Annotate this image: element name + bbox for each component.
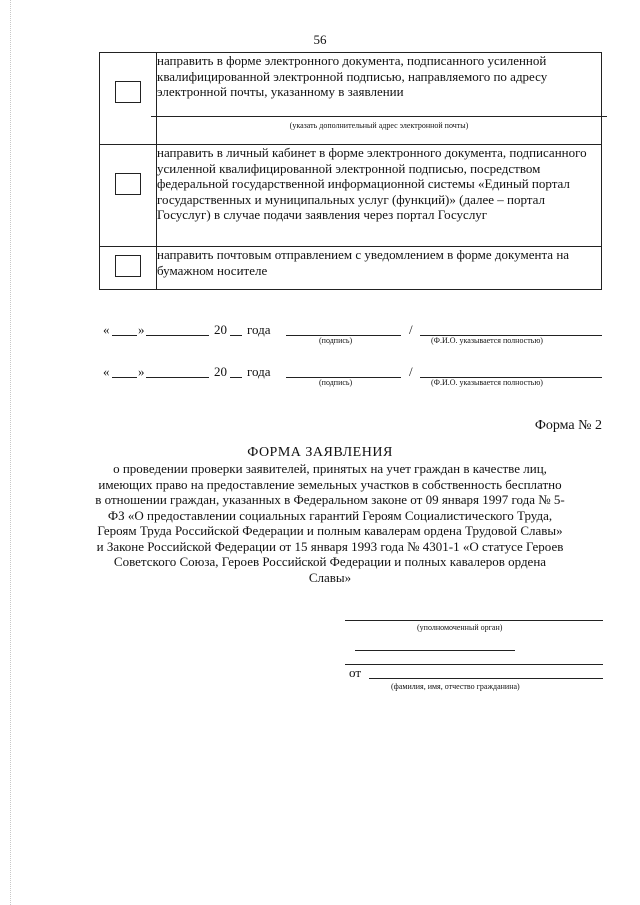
form-title: ФОРМА ЗАЯВЛЕНИЯ: [247, 445, 393, 460]
signature-field[interactable]: [286, 364, 401, 378]
month-field[interactable]: [146, 322, 209, 336]
authority-extra-line-2[interactable]: [345, 650, 603, 665]
date-quote-close: »: [138, 364, 145, 379]
day-field[interactable]: [112, 322, 137, 336]
form-number: Форма № 2: [534, 418, 602, 433]
authority-field[interactable]: [345, 606, 603, 621]
full-name-field[interactable]: [420, 322, 602, 336]
full-name-field[interactable]: [420, 364, 602, 378]
signature-caption: (подпись): [319, 336, 353, 345]
option-checkbox[interactable]: [115, 81, 141, 103]
signature-row-2: [103, 364, 603, 394]
authority-extra-line[interactable]: [355, 636, 515, 651]
from-label: от: [349, 665, 362, 680]
full-name-caption: (Ф.И.О. указывается полностью): [431, 378, 543, 387]
option-text: направить в форме электронного документа, подписанного усиленной квалифицированной электронной подписью, направляемого по адресу электронной почты, указанному в заявлении: [157, 53, 548, 99]
email-address-caption: (указать дополнительный адрес электронной почты): [151, 116, 607, 137]
signature-caption: (подпись): [319, 378, 353, 387]
option-row: [100, 145, 602, 247]
year-suffix: года: [247, 322, 271, 337]
option-text: направить в личный кабинет в форме электронного документа, подписанного усиленной квалифицированной электронной подписью, посредством федеральной государственной информационной системы «Единый портал государственных и муниципальных услуг (функций)» (далее – портал Госуслуг) в случае подачи заявления через портал Госуслуг: [157, 145, 587, 222]
date-quote-close: »: [138, 322, 145, 337]
applicant-name-caption: (фамилия, имя, отчество гражданина): [391, 682, 520, 691]
email-address-field[interactable]: [157, 100, 601, 116]
option-row: [100, 53, 602, 145]
date-quote-open: «: [103, 322, 110, 337]
year-prefix: 20: [214, 322, 227, 337]
day-field[interactable]: [112, 364, 137, 378]
date-quote-open: «: [103, 364, 110, 379]
option-checkbox[interactable]: [115, 173, 141, 195]
form-subtitle: о проведении проверки заявителей, принятых на учет граждан в качестве лиц, имеющих право на предоставление земельных участков в собственность бесплатно в отношении граждан, указанных в Федеральном законе от 09 января 1997 года № 5-ФЗ «О предоставлении социальных гарантий Героям Социалистического Труда, Героям Труда Российской Федерации и полным кавалерам ордена Трудовой Славы» и Законе Российской Федерации от 15 января 1993 года № 4301-1 «О статусе Героев Советского Союза, Героев Российской Федерации и полных кавалеров ордена Славы»: [95, 461, 565, 585]
page-number: 56: [313, 32, 327, 47]
applicant-name-field[interactable]: [369, 664, 603, 679]
signature-field[interactable]: [286, 322, 401, 336]
recipient-block: [345, 606, 603, 696]
year-field[interactable]: [230, 364, 242, 378]
signature-row-1: [103, 322, 603, 352]
month-field[interactable]: [146, 364, 209, 378]
slash: /: [409, 322, 413, 337]
year-prefix: 20: [214, 364, 227, 379]
full-name-caption: (Ф.И.О. указывается полностью): [431, 336, 543, 345]
year-suffix: года: [247, 364, 271, 379]
delivery-options-table: [99, 52, 602, 290]
option-checkbox[interactable]: [115, 255, 141, 277]
option-row: [100, 247, 602, 290]
slash: /: [409, 364, 413, 379]
option-text: направить почтовым отправлением с уведомлением в форме документа на бумажном носителе: [157, 247, 570, 278]
authority-caption: (уполномоченный орган): [417, 623, 503, 632]
year-field[interactable]: [230, 322, 242, 336]
